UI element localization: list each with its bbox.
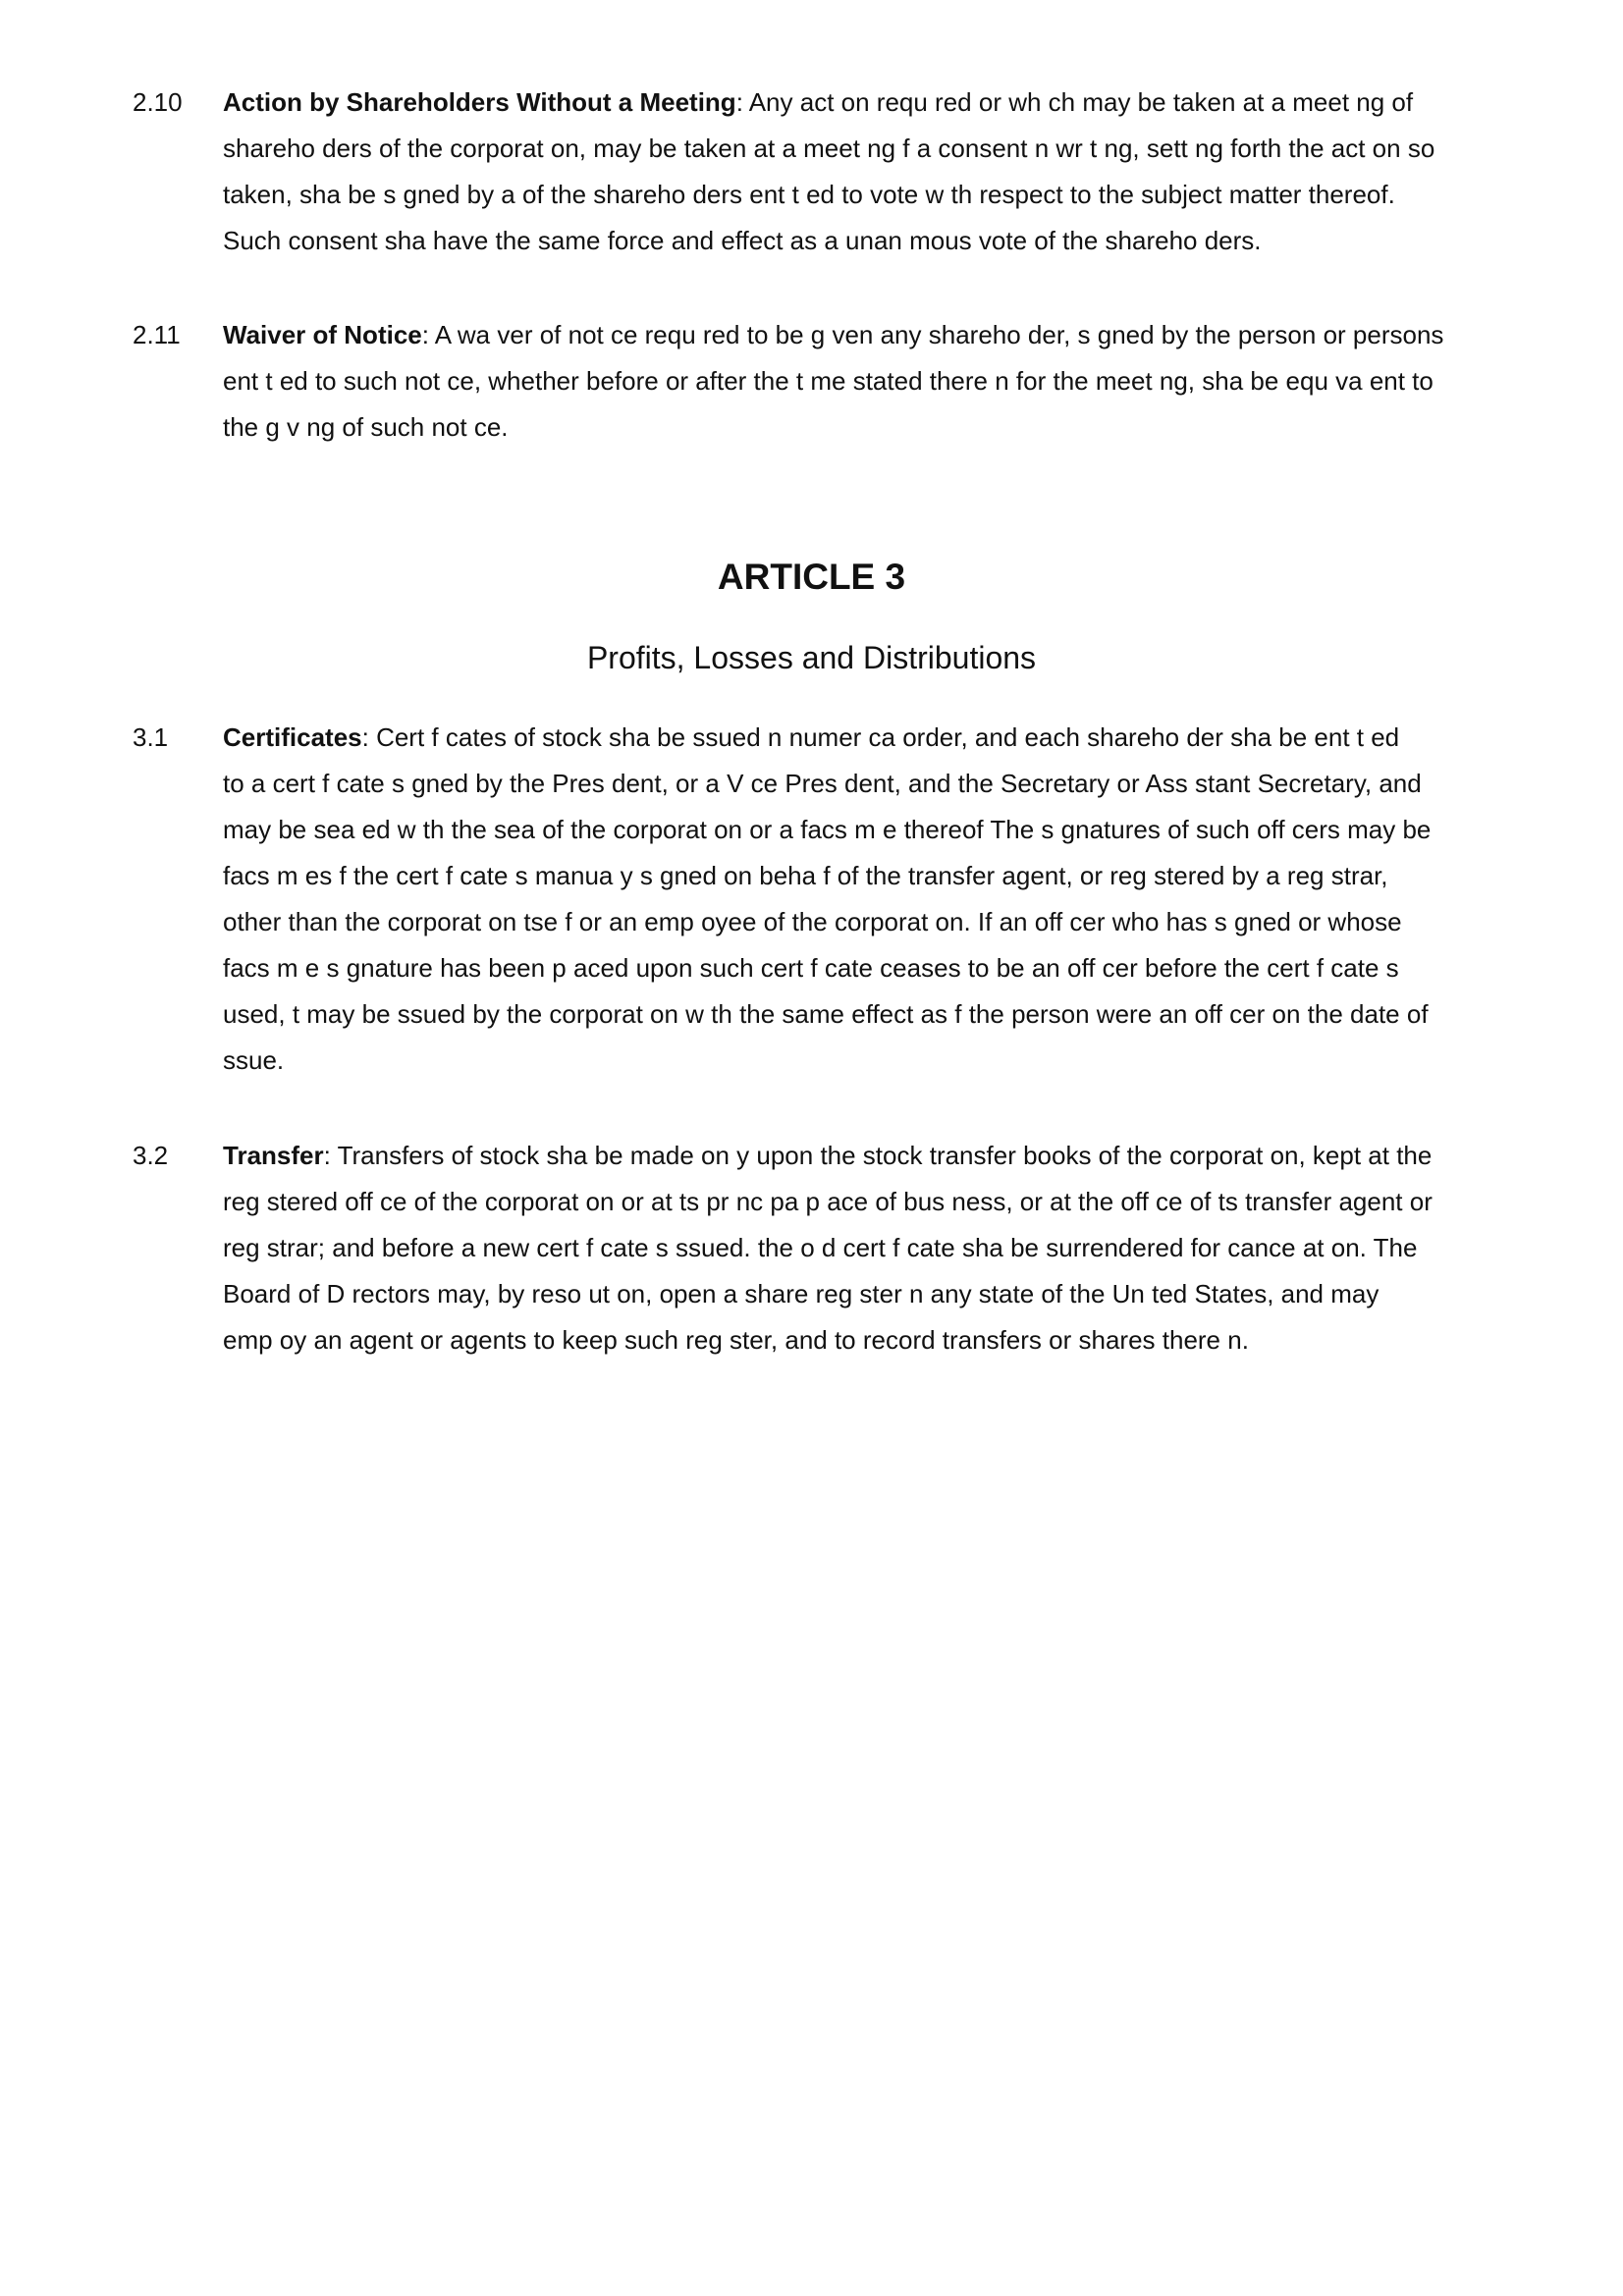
section-first-line-text: : Any act on requ red or wh ch may be taken at a meet ng of	[735, 87, 1414, 117]
section-first-line-text: : A wa ver of not ce requ red to be g ven any shareho der, s gned by the person or persons	[421, 320, 1444, 349]
section-line: Board of D rectors may, by reso ut on, open a share reg ster n any state of the Un ted States, and may	[223, 1279, 1380, 1308]
section-body	[223, 80, 1502, 264]
section-first-line	[223, 715, 1502, 761]
section-heading: Action by Shareholders Without a Meeting	[223, 87, 736, 117]
section-line: to a cert f cate s gned by the Pres dent, or a V ce Pres dent, and the Secretary or Ass stant Secretary, and	[223, 769, 1422, 798]
section-first-line	[223, 1133, 1502, 1179]
section-line: facs m e s gnature has been p aced upon such cert f cate ceases to be an off cer before the cert f cate s	[223, 953, 1399, 983]
section-heading: Transfer	[223, 1141, 324, 1170]
section-number: 3.1	[133, 722, 169, 752]
section-body	[223, 312, 1502, 451]
section-number: 3.2	[133, 1141, 169, 1170]
section-heading: Waiver of Notice	[223, 320, 422, 349]
section-line: Such consent sha have the same force and effect as a unan mous vote of the shareho ders.	[223, 226, 1262, 255]
section-line: may be sea ed w th the sea of the corporat on or a facs m e thereof The s gnatures of such off cers may be	[223, 815, 1432, 844]
article-subtitle: Profits, Losses and Distributions	[586, 640, 1037, 675]
section-first-line-text: : Transfers of stock sha be made on y upon the stock transfer books of the corporat on, kept at the	[323, 1141, 1433, 1170]
section-line: used, t may be ssued by the corporat on w th the same effect as f the person were an off cer on the date of	[223, 999, 1429, 1029]
section-line: facs m es f the cert f cate s manua y s gned on beha f of the transfer agent, or reg stered by a reg strar,	[223, 861, 1388, 890]
section-line: emp oy an agent or agents to keep such reg ster, and to record transfers or shares there n.	[223, 1325, 1249, 1355]
section-line: reg strar; and before a new cert f cate s ssued. the o d cert f cate sha be surrendered for cance at on. The	[223, 1233, 1418, 1262]
section-first-line-text: : Cert f cates of stock sha be ssued n numer ca order, and each shareho der sha be ent t ed	[361, 722, 1400, 752]
section-first-line	[223, 80, 1502, 126]
section-line: ent t ed to such not ce, whether before or after the t me stated there n for the meet ng, sha be equ va ent to	[223, 366, 1434, 396]
section-line: reg stered off ce of the corporat on or at ts pr nc pa p ace of bus ness, or at the off ce of ts transfer agent or	[223, 1187, 1433, 1216]
section-line: ssue.	[223, 1045, 285, 1075]
section-number: 2.10	[133, 87, 183, 117]
article-title: ARTICLE 3	[717, 557, 906, 597]
section-number: 2.11	[133, 320, 181, 349]
section-first-line	[223, 312, 1502, 358]
section-line: other than the corporat on tse f or an emp oyee of the corporat on. If an off cer who has s gned or whose	[223, 907, 1402, 936]
section-body	[223, 715, 1502, 1084]
section-line: shareho ders of the corporat on, may be taken at a meet ng f a consent n wr t ng, sett ng forth the act on so	[223, 133, 1435, 163]
section-line: the g v ng of such not ce.	[223, 412, 509, 442]
section-line: taken, sha be s gned by a of the shareho ders ent t ed to vote w th respect to the subject matter thereof.	[223, 180, 1395, 209]
section-body	[223, 1133, 1502, 1363]
section-heading: Certificates	[223, 722, 362, 752]
